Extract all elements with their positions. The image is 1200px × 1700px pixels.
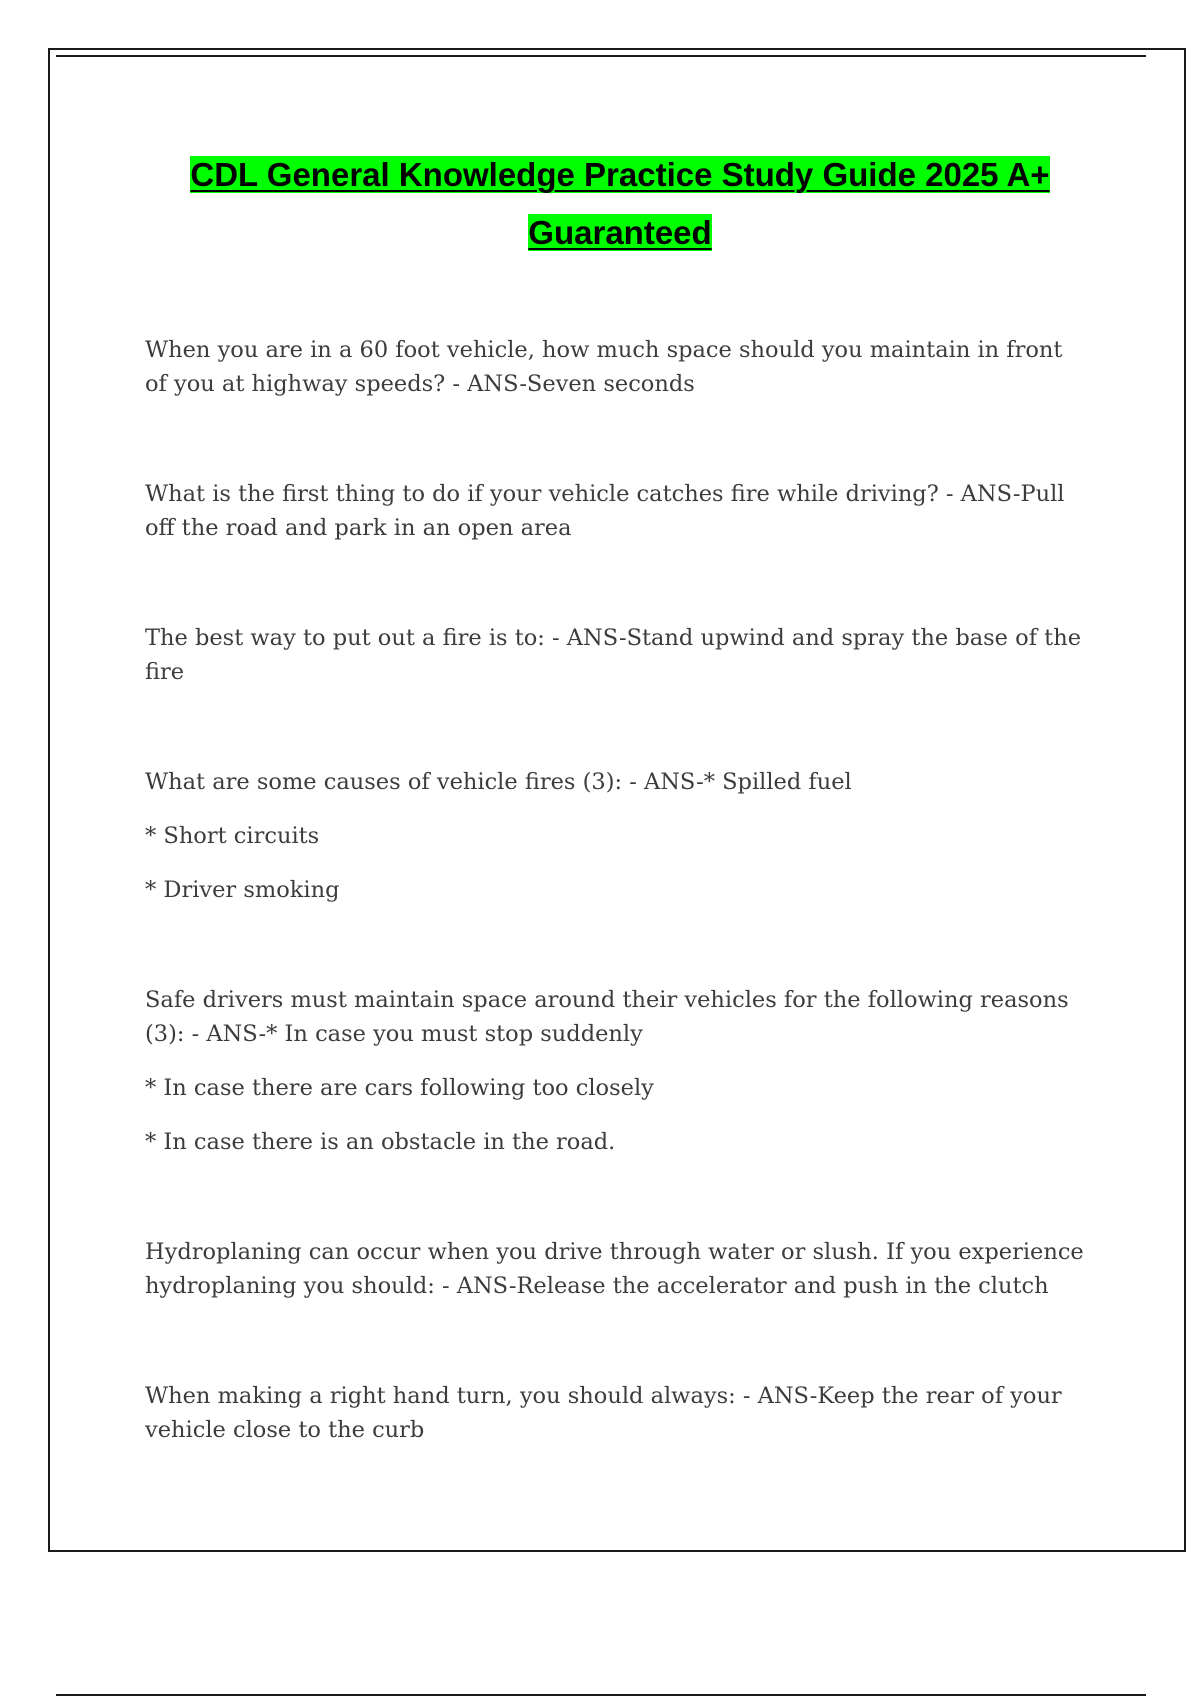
qa-bullet: * In case there are cars following too closely [145, 1075, 654, 1101]
title-line-2: Guaranteed [528, 214, 712, 251]
qa-text: What are some causes of vehicle fires (3): - ANS-* Spilled fuel [145, 769, 852, 795]
qa-bullet: * Driver smoking [145, 877, 340, 903]
qa-item [145, 333, 1090, 401]
qa-item [145, 477, 1090, 545]
qa-text: Safe drivers must maintain space around their vehicles for the following reasons (3): - ANS-* In case you must stop suddenly [145, 987, 1069, 1047]
qa-list [145, 333, 1090, 1447]
bottom-rule [56, 1694, 1146, 1696]
qa-item [145, 621, 1090, 689]
top-rule [56, 55, 1146, 57]
qa-item [145, 765, 1090, 907]
qa-item [145, 983, 1090, 1159]
qa-text: When making a right hand turn, you should always: - ANS-Keep the rear of your vehicle close to the curb [145, 1383, 1062, 1443]
qa-text: What is the first thing to do if your vehicle catches fire while driving? - ANS-Pull off the road and park in an open area [145, 481, 1065, 541]
qa-text: When you are in a 60 foot vehicle, how much space should you maintain in front of you at highway speeds? - ANS-Seven seconds [145, 337, 1063, 397]
qa-bullet: * In case there is an obstacle in the road. [145, 1129, 616, 1155]
page-title [60, 146, 1180, 262]
qa-text: The best way to put out a fire is to: - ANS-Stand upwind and spray the base of the fire [145, 625, 1082, 685]
qa-item [145, 1235, 1090, 1303]
qa-bullet: * Short circuits [145, 823, 320, 849]
title-line-1: CDL General Knowledge Practice Study Guide 2025 A+ [190, 156, 1050, 193]
qa-item [145, 1379, 1090, 1447]
qa-text: Hydroplaning can occur when you drive through water or slush. If you experience hydroplaning you should: - ANS-Release the accelerator and push in the clutch [145, 1239, 1084, 1299]
